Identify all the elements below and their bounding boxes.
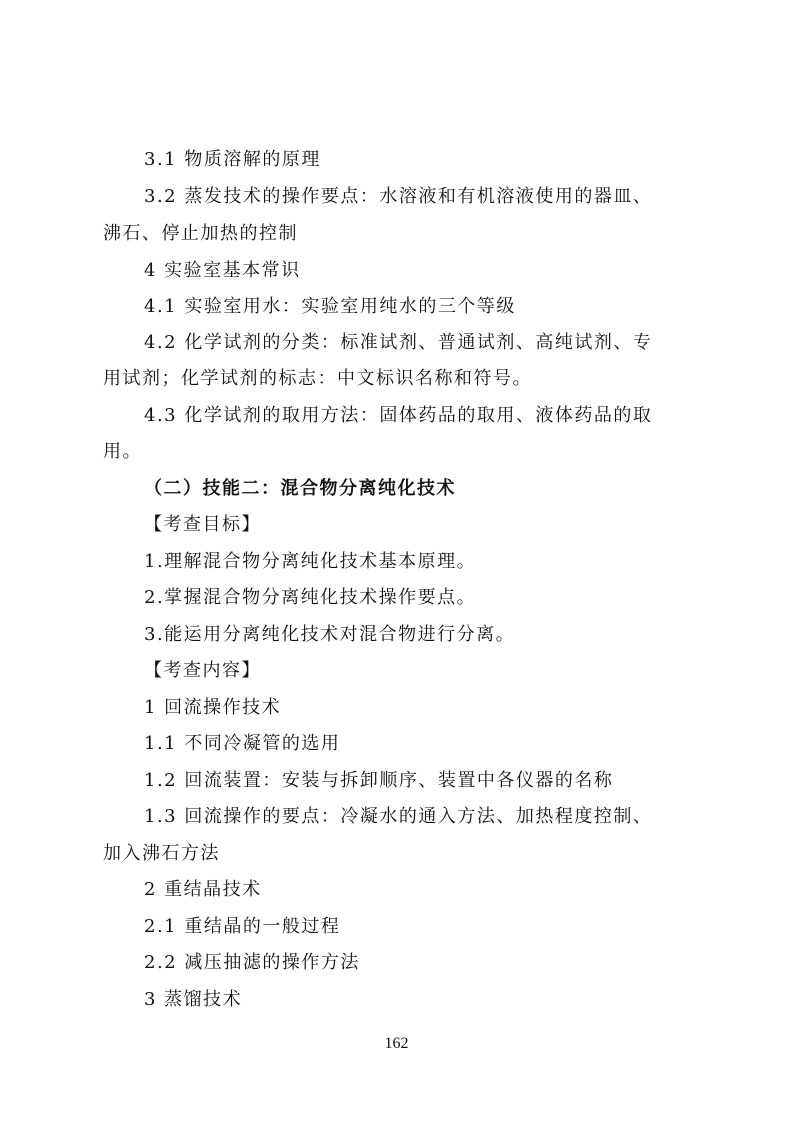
text-line-3-2-cont: 沸石、停止加热的控制 — [103, 223, 298, 244]
text-line-1-3-cont: 加入沸石方法 — [103, 843, 220, 864]
text-line-4-2: 4.2 化学试剂的分类：标准试剂、普通试剂、高纯试剂、专 — [144, 332, 653, 353]
text-line-4-2-cont: 用试剂；化学试剂的标志：中文标识名称和符号。 — [103, 368, 532, 389]
text-line-4-1: 4.1 实验室用水：实验室用纯水的三个等级 — [144, 296, 516, 317]
text-line-3: 3 蒸馏技术 — [144, 989, 243, 1010]
text-line-1-1: 1.1 不同冷凝管的选用 — [144, 733, 341, 754]
assessment-content-heading: 【考查内容】 — [144, 660, 261, 681]
text-line-1-2: 1.2 回流装置：安装与拆卸顺序、装置中各仪器的名称 — [144, 770, 614, 791]
section-heading: （二）技能二：混合物分离纯化技术 — [144, 478, 456, 499]
goal-item-3: 3.能运用分离纯化技术对混合物进行分离。 — [144, 624, 516, 645]
text-line-2-1: 2.1 重结晶的一般过程 — [144, 916, 341, 937]
text-line-2-2: 2.2 减压抽滤的操作方法 — [144, 952, 360, 973]
text-line-1-3: 1.3 回流操作的要点：冷凝水的通入方法、加热程度控制、 — [144, 806, 653, 827]
text-line-1: 1 回流操作技术 — [144, 697, 282, 718]
text-line-4: 4 实验室基本常识 — [144, 260, 301, 281]
text-line-3-2: 3.2 蒸发技术的操作要点：水溶液和有机溶液使用的器皿、 — [144, 186, 653, 207]
goal-item-2: 2.掌握混合物分离纯化技术操作要点。 — [144, 587, 477, 608]
page-number: 162 — [384, 1035, 409, 1052]
text-line-4-3: 4.3 化学试剂的取用方法：固体药品的取用、液体药品的取 — [144, 405, 653, 426]
goal-item-1: 1.理解混合物分离纯化技术基本原理。 — [144, 551, 477, 572]
text-line-4-3-cont: 用。 — [103, 441, 142, 462]
assessment-goal-heading: 【考查目标】 — [144, 514, 261, 535]
text-line-3-1: 3.1 物质溶解的原理 — [144, 149, 321, 170]
text-line-2: 2 重结晶技术 — [144, 879, 262, 900]
